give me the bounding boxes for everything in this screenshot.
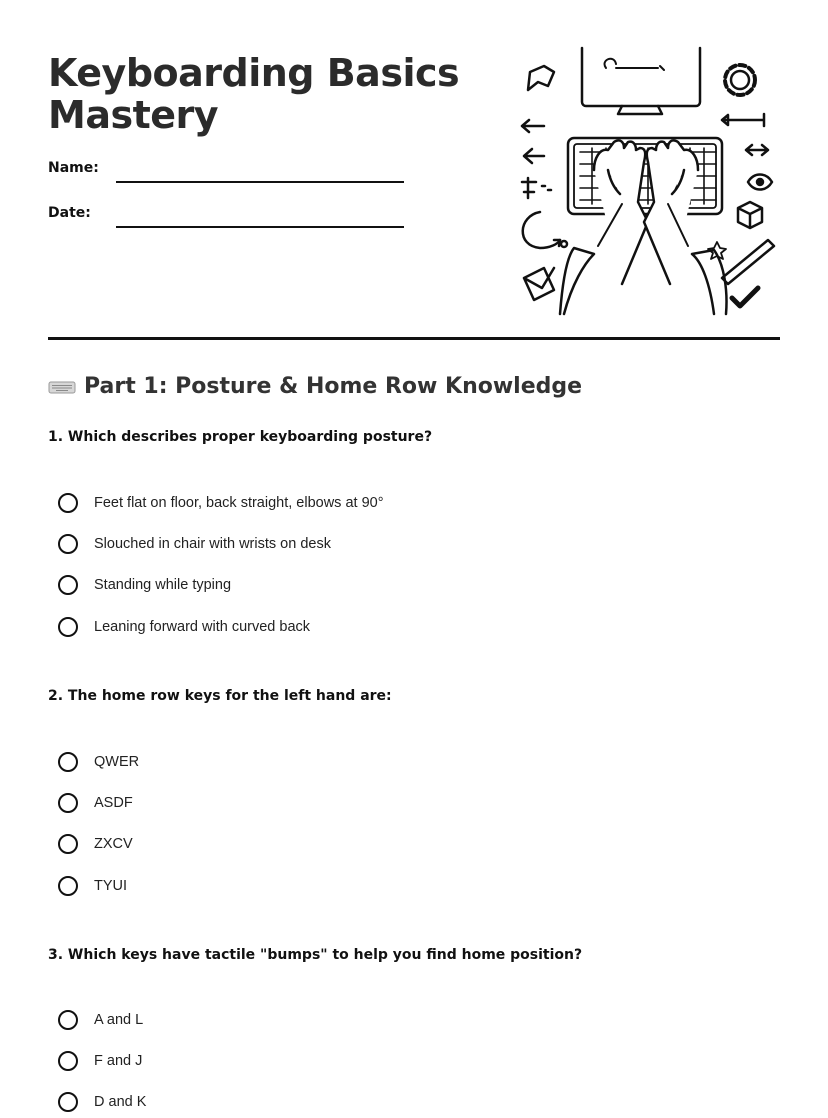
radio-button[interactable]: [58, 793, 78, 813]
date-field-line[interactable]: [116, 226, 404, 228]
arrow-left-icon: [524, 149, 544, 163]
header-divider: [48, 337, 780, 340]
cube-icon: [738, 202, 762, 228]
curved-arrow-icon: [523, 212, 560, 248]
radio-button[interactable]: [58, 752, 78, 772]
radio-button[interactable]: [58, 876, 78, 896]
question-3: 3. Which keys have tactile "bumps" to help you find home position?: [48, 947, 583, 963]
keyboard-icon: [48, 379, 76, 395]
question-2: 2. The home row keys for the left hand are:: [48, 688, 392, 704]
question-2-option-3[interactable]: ZXCV: [58, 832, 133, 856]
checkmark-icon: [732, 288, 758, 306]
question-2-option-2[interactable]: ASDF: [58, 791, 133, 815]
question-1-option-3[interactable]: Standing while typing: [58, 573, 231, 597]
worksheet-header: [0, 0, 828, 340]
question-3-option-2[interactable]: F and J: [58, 1049, 142, 1073]
pencil-icon: [722, 240, 774, 284]
star-icon: [708, 242, 726, 259]
radio-button[interactable]: [58, 1092, 78, 1112]
name-label: Name:: [48, 160, 99, 176]
radio-button[interactable]: [58, 575, 78, 595]
question-2-option-1[interactable]: QWER: [58, 750, 139, 774]
radio-button[interactable]: [58, 1010, 78, 1030]
typing-hands-illustration: [510, 44, 782, 320]
question-2-option-4[interactable]: TYUI: [58, 874, 127, 898]
radio-button[interactable]: [58, 834, 78, 854]
radio-button[interactable]: [58, 534, 78, 554]
worksheet-title: Keyboarding Basics Mastery: [48, 51, 460, 137]
radio-button[interactable]: [58, 493, 78, 513]
date-label: Date:: [48, 205, 91, 221]
question-1-option-4[interactable]: Leaning forward with curved back: [58, 615, 310, 639]
envelope-icon: [524, 268, 554, 300]
question-3-option-1[interactable]: A and L: [58, 1008, 143, 1032]
radio-button[interactable]: [58, 1051, 78, 1071]
gear-icon: [725, 65, 755, 95]
radio-button[interactable]: [58, 617, 78, 637]
name-field-line[interactable]: [116, 181, 404, 183]
question-1-option-1[interactable]: Feet flat on floor, back straight, elbows at 90°: [58, 491, 384, 515]
question-1: 1. Which describes proper keyboarding posture?: [48, 429, 433, 445]
question-3-option-3[interactable]: D and K: [58, 1090, 146, 1114]
arrow-double-icon: [746, 145, 768, 155]
arrow-double-icon: [722, 114, 764, 126]
question-1-option-2[interactable]: Slouched in chair with wrists on desk: [58, 532, 331, 556]
eye-icon: [748, 175, 772, 190]
section-title-part1: Part 1: Posture & Home Row Knowledge: [48, 374, 582, 399]
arrow-left-icon: [522, 120, 544, 132]
